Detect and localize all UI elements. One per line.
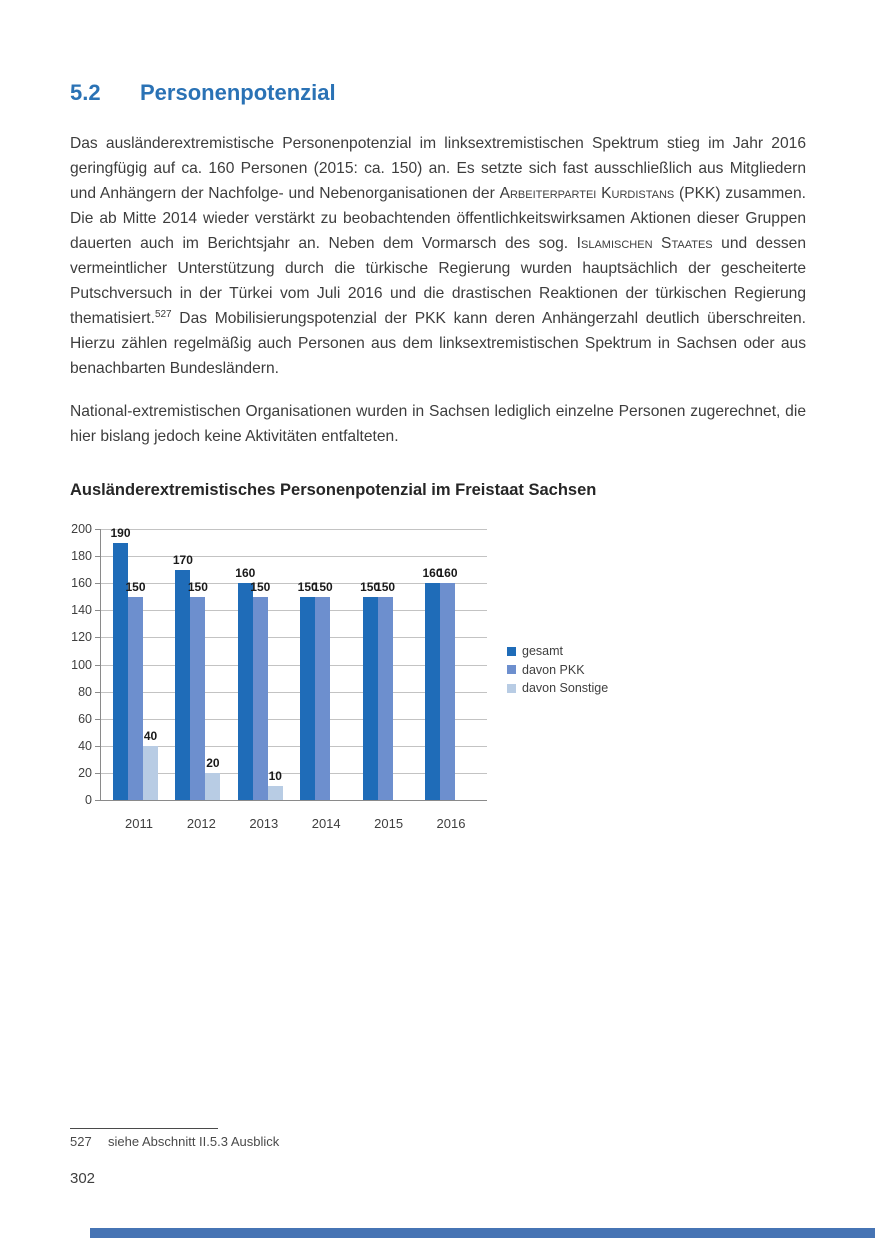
bar-value-label: 10 [268,769,282,784]
smallcaps-term: Arbeiterpartei Kurdistans [499,185,675,202]
x-axis-label: 2012 [186,816,216,831]
y-axis-label: 60 [78,711,92,726]
bar-value-label: 150 [360,579,381,594]
bar-davon-PKK-2016 [440,583,455,800]
legend-swatch-icon [507,647,516,656]
chart-plot-area [100,525,487,800]
legend-label: gesamt [522,644,563,658]
y-axis-line [100,529,101,800]
bar-davon-PKK-2011 [128,597,143,800]
y-axis-label: 180 [71,549,92,564]
x-axis-label: 2013 [249,816,279,831]
paragraph-national-extremistisch: National-extremistischen Organisationen wurden in Sachsen lediglich einzelne Personen zugerechnet, die hier bislang jedoch keine Aktivitäten entfalteten. [70,403,806,445]
bar-davon-PKK-2012 [190,597,205,800]
y-axis-tick [95,800,100,801]
y-axis-label: 20 [78,765,92,780]
y-axis-label: 40 [78,738,92,753]
page-number: 302 [70,1170,96,1187]
bar-value-label: 160 [422,566,443,581]
bar-value-label: 190 [110,525,131,540]
footnote-reference: 527 [154,308,172,320]
bar-value-label: 20 [206,755,220,770]
legend-swatch-icon [507,684,516,693]
bar-gesamt-2012 [175,570,190,800]
y-axis-label: 200 [71,522,92,536]
section-number: 5.2 [70,80,101,105]
footnote-separator [70,1128,218,1129]
legend-label: davon PKK [522,662,585,677]
chart-legend [507,644,608,700]
y-axis-label: 100 [71,657,92,672]
chart-title: Ausländerextremistisches Personenpotenzial im Freistaat Sachsen [70,481,597,499]
footnote [70,1134,670,1149]
gridline [100,800,487,801]
x-axis-label: 2014 [311,816,341,831]
bar-value-label: 150 [312,579,333,594]
bar-value-label: 170 [172,552,193,567]
footer-accent-bar [90,1228,875,1238]
bar-gesamt-2015 [363,597,378,800]
bar-chart [70,520,710,850]
section-heading [70,80,810,106]
bar-value-label: 150 [375,579,396,594]
bar-gesamt-2014 [300,597,315,800]
bar-davon-PKK-2013 [253,597,268,800]
legend-swatch-icon [507,665,516,674]
bar-davon-PKK-2014 [315,597,330,800]
bar-value-label: 40 [143,728,158,743]
gridline [100,556,487,557]
bar-davon-Sonstige-2011 [143,746,158,800]
section-title: Personenpotenzial [140,80,336,105]
x-axis-label: 2016 [436,816,466,831]
legend-label: davon Sonstige [522,681,609,695]
legend-row [507,681,608,695]
legend-row [507,644,608,658]
y-axis-label: 160 [71,576,92,591]
gridline [100,529,487,530]
legend-row [507,663,608,677]
y-axis-label: 120 [71,630,92,645]
y-axis-label: 140 [71,603,92,618]
bar-value-label: 150 [297,579,318,594]
bar-value-label: 150 [250,579,271,594]
smallcaps-term: Islamischen Staates [576,235,713,252]
bar-gesamt-2016 [425,583,440,800]
bar-value-label: 160 [437,566,458,581]
y-axis-label: 0 [85,793,92,807]
bar-davon-Sonstige-2013 [268,786,283,800]
bar-value-label: 160 [235,566,256,581]
bar-value-label: 150 [187,579,208,594]
bar-gesamt-2013 [238,583,253,800]
bar-value-label: 150 [125,579,146,594]
footnote-text: siehe Abschnitt II.5.3 Ausblick [108,1134,280,1149]
x-axis-label: 2011 [125,816,153,831]
paragraph-personenpotenzial: Das ausländerextremistische Personenpotenzial im linksextremistischen Spektrum stieg im Jahr 2016 geringfügig auf ca. 160 Personen (2015: ca. 150) an. Es setzte sich fast ausschließlich aus Mitgliedern und Anhängern der Nachfolge- und Nebenorganisationen der Arbeiterpartei Kurdistans (PKK) zusammen. Die ab Mitte 2014 wieder verstärkt zu beobachtenden öffentlichkeitswirksamen Aktionen dieser Gruppen dauerten auch im Berichtsjahr an. Neben dem Vormarsch des sog. Islamischen Staates und dessen vermeintlicher Unterstützung durch die türkische Regierung wurden hauptsächlich der gescheiterte Putschversuch in der Türkei vom Juli 2016 und die drastischen Reaktionen der türkischen Regierung thematisiert.$^{527}$ Das Mobilisierungspotenzial der PKK kann deren Anhängerzahl deutlich überschreiten. Hierzu zählen regelmäßig auch Personen aus dem linksextremistischen Spektrum in Sachsen oder aus benachbarten Bundesländern. [70,135,807,377]
bar-davon-Sonstige-2012 [205,773,220,800]
y-axis-label: 80 [78,684,92,699]
bar-davon-PKK-2015 [378,597,393,800]
x-axis-label: 2015 [374,816,404,831]
footnote-number: 527 [70,1134,92,1149]
